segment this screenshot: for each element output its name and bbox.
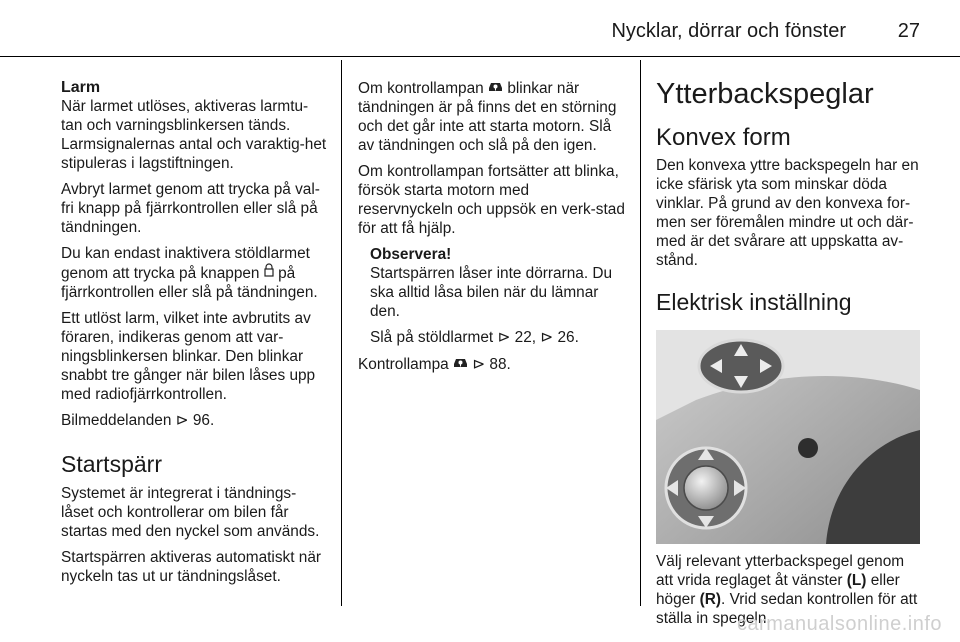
heading-ytterbackspeglar: Ytterbackspeglar [656,78,874,110]
paragraph: Om kontrollampan blinkar när tändningen är på finns det en störning och det går inte att starta motorn. Slå av tändningen och slå på den igen. [358,80,617,154]
heading-elektrisk-installning: Elektrisk inställning [656,289,852,315]
column-1 [61,78,327,593]
header-rule [0,56,960,57]
column-divider-1 [341,60,342,606]
lock-icon [264,263,274,282]
heading-konvex-form: Konvex form [656,124,791,151]
page-number: 27 [897,20,920,42]
column-2 [358,78,626,381]
chapter-title: Nycklar, dörrar och fönster [611,20,846,42]
paragraph: Den konvexa yttre backspegeln har en icke sfärisk yta som minskar döda vinklar. På grund av den konvexa for-men ser föremålen mindre ut och där-med är det svårare att uppskatta av-stånd. [656,157,919,269]
column-divider-2 [640,60,641,606]
note-text: Startspärren låser inte dörrarna. Du ska alltid låsa bilen när du lämnar den. [370,265,613,320]
car-key-icon [453,354,468,373]
note-box [370,245,626,347]
mirror-control-illustration [656,330,920,544]
paragraph: Startspärren aktiveras automatiskt när nyckeln tas ut ur tändningslåset. [61,549,322,585]
paragraph: Om kontrollampan fortsätter att blinka, försök starta motorn med reservnyckeln och uppsök en verk-stad för att få hjälp. [358,163,625,237]
paragraph: Avbryt larmet genom att trycka på val-fri knapp på fjärrkontrollen eller slå på tändningen. [61,181,320,236]
paragraph: När larmet utlöses, aktiveras larmtu-tan och varningsblinkersen tänds. Larmsignalernas antal och varaktig-het stipuleras i lagstiftningen. [61,98,327,172]
column-3 [656,78,922,635]
cross-reference: Slå på stöldlarmet ⊳ 22, ⊳ 26. [370,329,579,346]
heading-larm: Larm [61,79,101,96]
paragraph: Kontrollampa ⊳ 88. [358,356,511,373]
note-title: Observera! [370,246,452,263]
car-key-icon [488,78,503,97]
heading-startsparr: Startspärr [61,451,162,477]
page-header [0,18,960,48]
paragraph: Välj relevant ytterbackspegel genom att vrida reglaget åt vänster (L) eller höger (R). Vrid sedan kontrollen för att ställa in spegeln. [656,553,918,627]
watermark: carmanualsonline.info [736,613,942,635]
paragraph: Du kan endast inaktivera stöldlarmet genom att trycka på knappen på fjärrkontrollen eller slå på tändningen. [61,245,318,301]
paragraph: Systemet är integrerat i tändnings-låset och kontrollerar om bilen får startas med den nyckel som används. [61,485,320,540]
paragraph: Ett utlöst larm, vilket inte avbrutits av föraren, indikeras genom att var-ningsblinkersen blinkar. Den blinkar snabbt tre gånger när bilen låses upp med radiofjärrkontrollen. [61,310,316,403]
cross-reference: Bilmeddelanden ⊳ 96. [61,412,215,429]
